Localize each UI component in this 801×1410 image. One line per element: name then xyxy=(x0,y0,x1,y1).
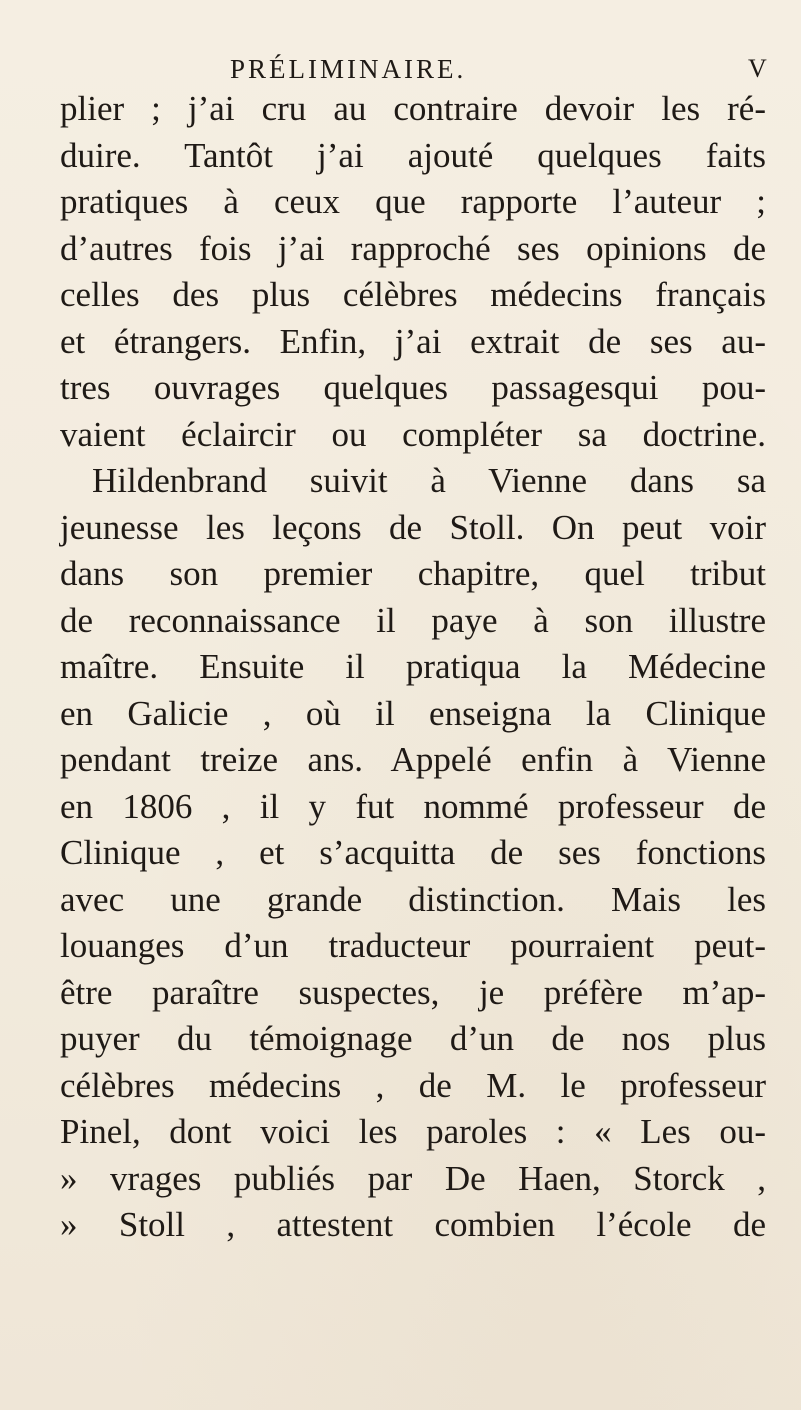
text-line: pendant treize ans. Appelé enfin à Vienne xyxy=(60,740,766,779)
text-line: dans son premier chapitre, quel tribut xyxy=(60,554,766,593)
text-line: en 1806 , il y fut nommé professeur de xyxy=(60,786,766,826)
text-line: plier ; j’ai cru au contraire devoir les ré- xyxy=(60,89,766,128)
text-line: avec une grande distinction. Mais les xyxy=(60,879,766,919)
text-line: pratiques à ceux que rapporte l’auteur ; xyxy=(60,182,766,221)
text-line: Clinique , et s’acquitta de ses fonctions xyxy=(60,833,766,872)
text-line: en Galicie , où il enseigna la Clinique xyxy=(60,693,766,733)
text-line: louanges d’un traducteur pourraient peut- xyxy=(60,926,766,965)
text-line: vaient éclaircir ou compléter sa doctrine. xyxy=(60,414,766,454)
text-line: duire. Tantôt j’ai ajouté quelques faits xyxy=(60,135,766,175)
body-text xyxy=(60,86,766,1249)
text-line: celles des plus célèbres médecins français xyxy=(60,275,766,314)
text-line: célèbres médecins , de M. le professeur xyxy=(60,1065,766,1105)
text-line: puyer du témoignage d’un de nos plus xyxy=(60,1019,766,1058)
text-line: être paraître suspectes, je préfère m’ap- xyxy=(60,972,766,1012)
page-number: V xyxy=(748,54,767,83)
text-line: » Stoll , attestent combien l’école de xyxy=(60,1205,766,1244)
text-line: jeunesse les leçons de Stoll. On peut voir xyxy=(60,507,766,547)
running-title: PRÉLIMINAIRE. xyxy=(230,54,467,84)
text-line: de reconnaissance il paye à son illustre xyxy=(60,600,766,640)
text-line: maître. Ensuite il pratiqua la Médecine xyxy=(60,647,766,686)
paragraph-start-line: Hildenbrand suivit à Vienne dans sa xyxy=(92,461,766,500)
text-line: d’autres fois j’ai rapproché ses opinions de xyxy=(60,228,766,268)
text-line: et étrangers. Enfin, j’ai extrait de ses au- xyxy=(60,321,766,361)
text-line: tres ouvrages quelques passagesqui pou- xyxy=(60,368,766,407)
text-line: » vrages publiés par De Haen, Storck , xyxy=(60,1158,766,1198)
text-line: Pinel, dont voici les paroles : « Les ou- xyxy=(60,1112,766,1151)
